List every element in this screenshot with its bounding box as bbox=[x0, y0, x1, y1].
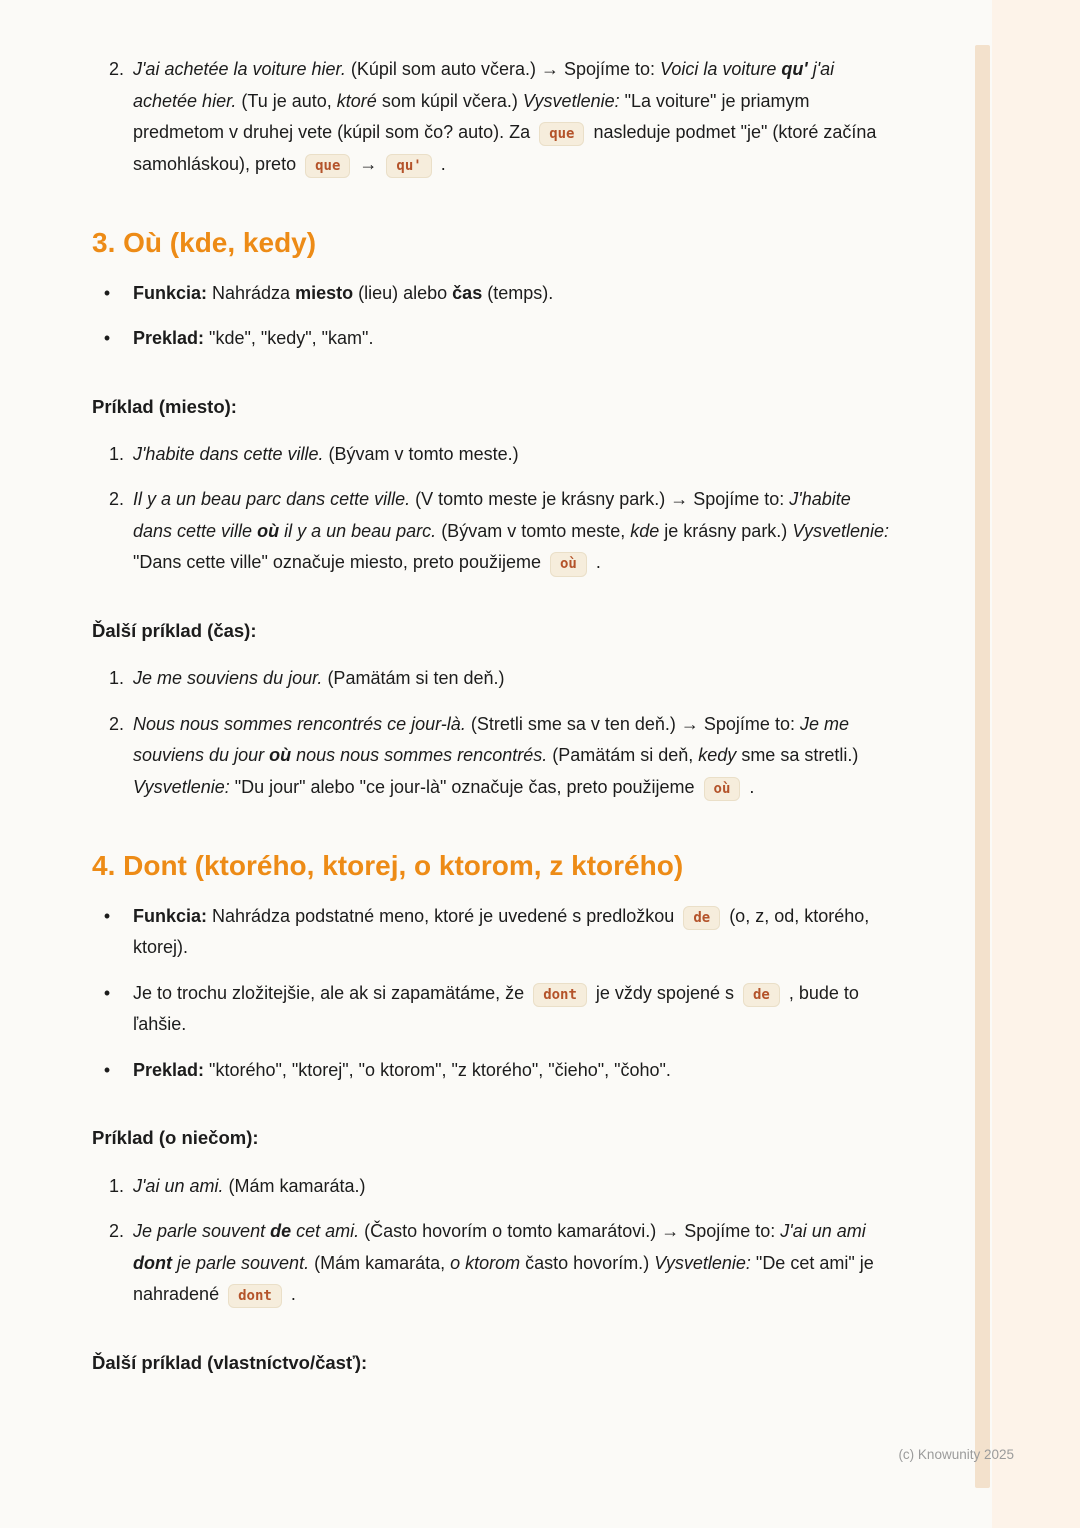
text-segment: (Bývam v tomto meste, bbox=[436, 520, 631, 541]
text-segment: J'habite dans cette ville. bbox=[133, 443, 324, 464]
text-segment: "ktorého", "ktorej", "o ktorom", "z ktorého", "čieho", "čoho". bbox=[204, 1059, 671, 1080]
text-segment: (Stretli sme sa v ten deň.) → Spojíme to: bbox=[465, 713, 800, 734]
text-segment: (Mám kamaráta, bbox=[309, 1252, 451, 1273]
text-segment: "De cet ami" je nahradené bbox=[133, 1252, 874, 1305]
inline-code-chip: que bbox=[539, 122, 584, 146]
text-segment: Il y a un beau parc dans cette ville. bbox=[133, 489, 411, 510]
text-segment: cet ami. bbox=[291, 1221, 360, 1242]
text-segment: je krásny park.) bbox=[659, 520, 793, 541]
text-segment: de bbox=[270, 1221, 292, 1242]
right-page-margin bbox=[992, 0, 1080, 1528]
text-segment: J'ai un ami bbox=[780, 1221, 866, 1242]
text-segment: (Mám kamaráta.) bbox=[223, 1175, 366, 1196]
list-item-number: 1. bbox=[108, 1175, 124, 1196]
list-item-number: 2. bbox=[108, 489, 124, 510]
list-item bbox=[92, 54, 892, 180]
list-item bbox=[92, 484, 892, 579]
text-segment: Funkcia: bbox=[133, 282, 208, 303]
inline-code-chip: où bbox=[550, 552, 587, 576]
list-item-number: 1. bbox=[108, 668, 124, 689]
text-segment: Nous nous sommes rencontrés ce jour-là. bbox=[133, 713, 466, 734]
text-segment: J'habite dans cette ville bbox=[133, 489, 851, 541]
text-segment: il y a un beau parc. bbox=[279, 520, 437, 541]
text-segment: "kde", "kedy", "kam". bbox=[204, 328, 374, 349]
text-segment: Je me souviens du jour bbox=[133, 713, 849, 766]
text-segment: nous nous sommes rencontrés. bbox=[291, 745, 548, 766]
text-segment: kedy bbox=[698, 745, 737, 766]
inline-code-chip: dont bbox=[228, 1284, 282, 1308]
text-segment: J'ai un ami. bbox=[133, 1175, 224, 1196]
text-segment: Nahrádza podstatné meno, ktoré je uvedené s predložkou bbox=[207, 905, 680, 926]
bullet-text bbox=[133, 978, 892, 1041]
text-segment: je vždy spojené s bbox=[590, 982, 739, 1003]
list-item-number: 2. bbox=[108, 713, 124, 734]
text-segment: Je parle souvent bbox=[133, 1221, 271, 1242]
list-item bbox=[92, 1216, 892, 1311]
text-segment: čas bbox=[452, 282, 483, 303]
text-segment: Vysvetlenie: bbox=[522, 90, 620, 111]
text-segment: qu' bbox=[781, 59, 808, 79]
text-segment: , bude to ľahšie. bbox=[133, 982, 859, 1035]
bullet-item bbox=[92, 978, 892, 1041]
text-segment: . bbox=[435, 153, 446, 174]
text-segment: Funkcia: bbox=[133, 905, 208, 926]
list-item-number: 2. bbox=[108, 59, 124, 79]
bullet-item bbox=[92, 278, 892, 310]
list-item bbox=[92, 709, 892, 804]
list-item-number: 1. bbox=[108, 443, 124, 464]
text-segment: . bbox=[285, 1284, 296, 1305]
text-segment: sme sa stretli.) bbox=[736, 745, 859, 766]
scrollbar-thumb[interactable] bbox=[975, 45, 990, 1488]
sub-heading-dalsi-priklad-vlastnictvo: Ďalší príklad (vlastníctvo/časť): bbox=[92, 1351, 368, 1373]
text-segment: nasleduje podmet "je" (ktoré začína samohláskou), preto bbox=[133, 122, 877, 174]
text-segment: "Du jour" alebo "ce jour-là" označuje čas, preto použijeme bbox=[229, 776, 700, 797]
text-segment: . bbox=[590, 552, 601, 573]
text-segment: où bbox=[269, 745, 292, 766]
bullet-marker: • bbox=[103, 905, 111, 926]
list-item bbox=[92, 1171, 892, 1203]
bullet-item bbox=[92, 323, 892, 355]
text-segment: j'ai achetée hier. bbox=[133, 59, 835, 111]
inline-code-chip: qu' bbox=[386, 154, 431, 178]
text-segment: Voici la voiture bbox=[660, 59, 782, 79]
text-segment: (Kúpil som auto včera.) → Spojíme to: bbox=[345, 59, 661, 79]
text-segment: (Často hovorím o tomto kamarátovi.) → Spojíme to: bbox=[359, 1221, 781, 1242]
text-segment: je parle souvent. bbox=[171, 1252, 310, 1273]
list-item-number: 2. bbox=[108, 1221, 124, 1242]
text-segment: miesto bbox=[295, 282, 354, 303]
text-segment: Je to trochu zložitejšie, ale ak si zapamätáme, že bbox=[133, 982, 530, 1003]
text-segment: Vysvetlenie: bbox=[133, 776, 230, 797]
text-segment: (Tu je auto, bbox=[236, 90, 337, 111]
text-segment: Preklad: bbox=[133, 328, 205, 349]
text-segment: (V tomto meste je krásny park.) → Spojíme to: bbox=[410, 489, 790, 510]
text-segment: o ktorom bbox=[450, 1252, 521, 1273]
sub-heading-priklad-o-niecom: Príklad (o niečom): bbox=[92, 1127, 259, 1149]
bullet-item bbox=[92, 1055, 892, 1087]
bullet-text bbox=[133, 323, 892, 355]
text-segment: som kúpil včera.) bbox=[376, 90, 523, 111]
sub-heading-dalsi-priklad-cas: Ďalší príklad (čas): bbox=[92, 619, 257, 641]
bullet-text bbox=[133, 1055, 892, 1087]
section-heading-dont: 4. Dont (ktorého, ktorej, o ktorom, z ktorého) bbox=[92, 850, 684, 882]
text-segment: Preklad: bbox=[133, 1059, 205, 1080]
text-segment: "La voiture" je priamym predmetom v druhej vete (kúpil som čo? auto). Za bbox=[133, 90, 810, 142]
inline-code-chip: dont bbox=[533, 983, 587, 1007]
text-segment: → bbox=[354, 153, 383, 174]
list-item-text bbox=[133, 439, 892, 471]
inline-code-chip: où bbox=[704, 777, 741, 801]
list-item-text bbox=[133, 1171, 892, 1203]
list-item-text bbox=[133, 709, 892, 804]
text-segment: dont bbox=[133, 1252, 172, 1273]
list-item-text bbox=[133, 484, 892, 579]
text-segment: . bbox=[744, 776, 755, 797]
inline-code-chip: de bbox=[683, 906, 720, 930]
text-segment: Nahrádza bbox=[207, 282, 296, 303]
list-item-text bbox=[133, 663, 892, 695]
inline-code-chip: de bbox=[743, 983, 780, 1007]
text-segment: Vysvetlenie: bbox=[792, 520, 890, 541]
text-segment: (o, z, od, ktorého, ktorej). bbox=[133, 905, 870, 958]
text-segment: (lieu) alebo bbox=[353, 282, 453, 303]
text-segment: Vysvetlenie: bbox=[654, 1252, 751, 1273]
bullet-text bbox=[133, 278, 892, 310]
list-item bbox=[92, 663, 892, 695]
text-segment: kde bbox=[630, 520, 660, 541]
list-item-text bbox=[133, 54, 892, 180]
bullet-marker: • bbox=[103, 282, 111, 303]
text-segment: (Bývam v tomto meste.) bbox=[323, 443, 519, 464]
text-segment: (Pamätám si deň, bbox=[547, 745, 699, 766]
document-content bbox=[92, 40, 892, 1395]
sub-heading-priklad-miesto: Príklad (miesto): bbox=[92, 395, 237, 417]
bullet-marker: • bbox=[103, 1059, 111, 1080]
copyright-watermark: (c) Knowunity 2025 bbox=[898, 1447, 1014, 1462]
bullet-text bbox=[133, 901, 892, 964]
list-item-text bbox=[133, 1216, 892, 1311]
bullet-marker: • bbox=[103, 982, 111, 1003]
text-segment: (temps). bbox=[482, 282, 554, 303]
text-segment: často hovorím.) bbox=[520, 1252, 655, 1273]
bullet-item bbox=[92, 901, 892, 964]
text-segment: (Pamätám si ten deň.) bbox=[322, 668, 505, 689]
text-segment: Je me souviens du jour. bbox=[133, 668, 323, 689]
text-segment: ktoré bbox=[336, 90, 377, 111]
section-heading-ou: 3. Où (kde, kedy) bbox=[92, 227, 317, 258]
text-segment: "Dans cette ville" označuje miesto, preto použijeme bbox=[133, 552, 546, 573]
text-segment: J'ai achetée la voiture hier. bbox=[133, 59, 346, 79]
text-segment: où bbox=[257, 520, 280, 541]
bullet-marker: • bbox=[103, 328, 111, 349]
inline-code-chip: que bbox=[305, 154, 350, 178]
list-item bbox=[92, 439, 892, 471]
